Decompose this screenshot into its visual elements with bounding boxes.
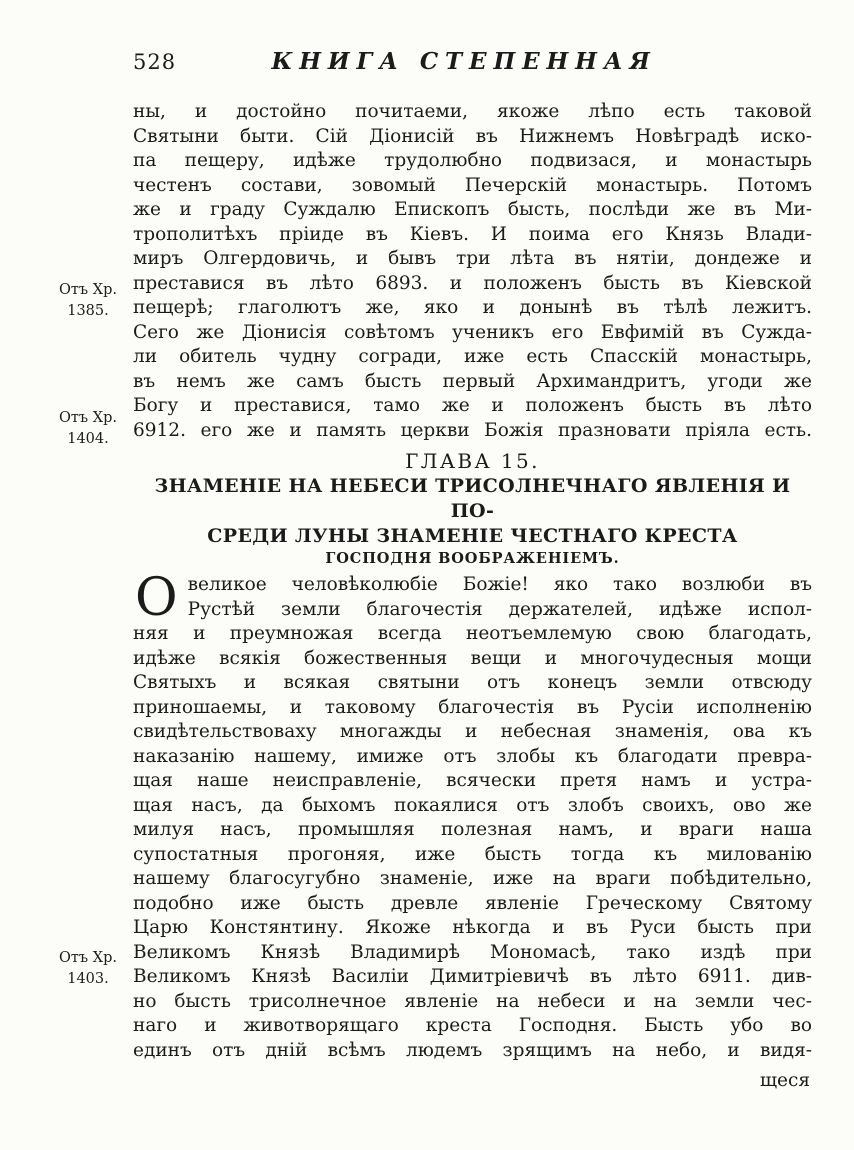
text-line: великое человѣколюбіе Божіе! яко тако возлюби въ: [187, 574, 812, 595]
margin-note-year-1404: [48, 408, 128, 450]
chapter-heading: ГЛАВА 15.: [405, 449, 540, 473]
text-line: же и граду Суждалю Епископъ бысть, послѣди же въ Ми-: [133, 199, 812, 220]
margin-note-year: 1385.: [67, 303, 109, 319]
text-line: щая наше неисправленіе, всячески претя намъ и устра-: [133, 770, 812, 791]
text-line: приношаемы, и таковому благочестія въ Русіи исполненію: [133, 696, 812, 718]
text-line: трополитѣхъ пріиде въ Кіевъ. И поима его Князь Влади-: [133, 223, 812, 245]
text-line: ны, и достойно почитаеми, якоже лѣпо есть таковой: [133, 101, 812, 122]
drop-cap-initial: О: [135, 568, 178, 628]
text-line: подобно иже бысть древле явленіе Греческому Святому: [133, 892, 812, 914]
text-line: Святыни быти. Сій Діонисій въ Нижнемъ Новѣградѣ иско-: [133, 125, 812, 147]
text-line: Сего же Діонисія совѣтомъ ученикъ его Евфимій въ Сужда-: [133, 321, 812, 343]
text-line: пещерѣ; глаголютъ же, яко и донынѣ въ тѣлѣ лежитъ.: [133, 297, 812, 318]
margin-note-year: 1404.: [67, 431, 109, 447]
text-line: миръ Олгердовичь, и бывъ три лѣта въ нятіи, дондеже и: [133, 248, 812, 269]
running-header: [133, 48, 812, 75]
margin-note-label: Отъ Хр.: [59, 410, 117, 426]
text-line: Святыхъ и всякая святыни отъ конецъ земли отвсюду: [133, 672, 812, 693]
text-line: въ немъ же самъ бысть первый Архимандритъ, угоди же: [133, 370, 812, 392]
text-line: наго и животворящаго креста Господня. Бысть убо во: [133, 1015, 812, 1036]
margin-note-label: Отъ Хр.: [59, 950, 117, 966]
chapter-subtitle-line-1: ЗНАМЕНІЕ НА НЕБЕСИ ТРИСОЛНЕЧНАГО ЯВЛЕНІЯ И ПО-: [154, 475, 791, 522]
text-line: няя и преумножая всегда неотъемлемую свою благодать,: [133, 623, 812, 644]
body-paragraph-2: [133, 568, 812, 1063]
text-line: единъ отъ дній всѣмъ людемъ зрящимъ на небо, и видя-: [133, 1039, 812, 1061]
text-line: Царю Констянтину. Якоже нѣкогда и въ Руси бысть при: [133, 917, 812, 938]
margin-note-label: Отъ Хр.: [59, 282, 117, 298]
text-line: Великомъ Князѣ Владимирѣ Мономасѣ, тако издѣ при: [133, 941, 812, 963]
running-title: КНИГА СТЕПЕННАЯ: [271, 48, 657, 75]
text-line: преставися въ лѣто 6893. и положенъ бысть въ Кіевской: [133, 272, 812, 294]
text-block: [133, 100, 812, 1094]
text-line: но бысть трисолнечное явленіе на небеси и на земли чес-: [133, 990, 812, 1012]
page-number: 528: [133, 50, 177, 74]
text-line: па пещеру, идѣже трудолюбно подвизася, и монастырь: [133, 150, 812, 171]
text-line: свидѣтельствоваху многажды и небесная знаменія, ова къ: [133, 721, 812, 742]
margin-note-year-1403: [48, 948, 128, 990]
text-line: идѣже всякія божественныя вещи и многочудесныя мощи: [133, 647, 812, 669]
text-line: Рустѣй земли благочестія держателей, идѣже испол-: [187, 598, 812, 620]
catchword: щеся: [759, 1070, 810, 1091]
text-line: честенъ состави, зовомый Печерскій монастырь. Потомъ: [133, 174, 812, 196]
text-line: ли обитель чудну согради, иже есть Спасскій монастырь,: [133, 346, 812, 367]
text-line: супостатныя прогоняя, иже бысть тогда къ милованію: [133, 843, 812, 865]
text-line: наказанію нашему, имиже отъ злобы къ благодати превра-: [133, 745, 812, 767]
text-line: 6912. его же и память церкви Божія празновати пріяла есть.: [133, 419, 812, 441]
text-line: щая насъ, да быхомъ покаялися отъ злобъ своихъ, ово же: [133, 794, 812, 816]
chapter-subtitle-line-2: СРЕДИ ЛУНЫ ЗНАМЕНІЕ ЧЕСТНАГО КРЕСТА: [207, 525, 738, 547]
text-line: Богу и преставися, тамо же и положенъ бысть въ лѣто: [133, 395, 812, 416]
text-line: Великомъ Князѣ Василіи Димитріевичѣ въ лѣто 6911. див-: [133, 966, 812, 987]
margin-note-year: 1403.: [67, 971, 109, 987]
margin-note-year-1385: [48, 280, 128, 322]
chapter-subtitle-line-3: ГОСПОДНЯ ВООБРАЖЕНІЕМЪ.: [325, 550, 620, 567]
text-line: нашему благосугубно знаменіе, иже на враги побѣдительно,: [133, 868, 812, 889]
body-paragraph-1: [133, 100, 812, 443]
text-line: милуя насъ, промышляя полезная намъ, и враги наша: [133, 819, 812, 840]
